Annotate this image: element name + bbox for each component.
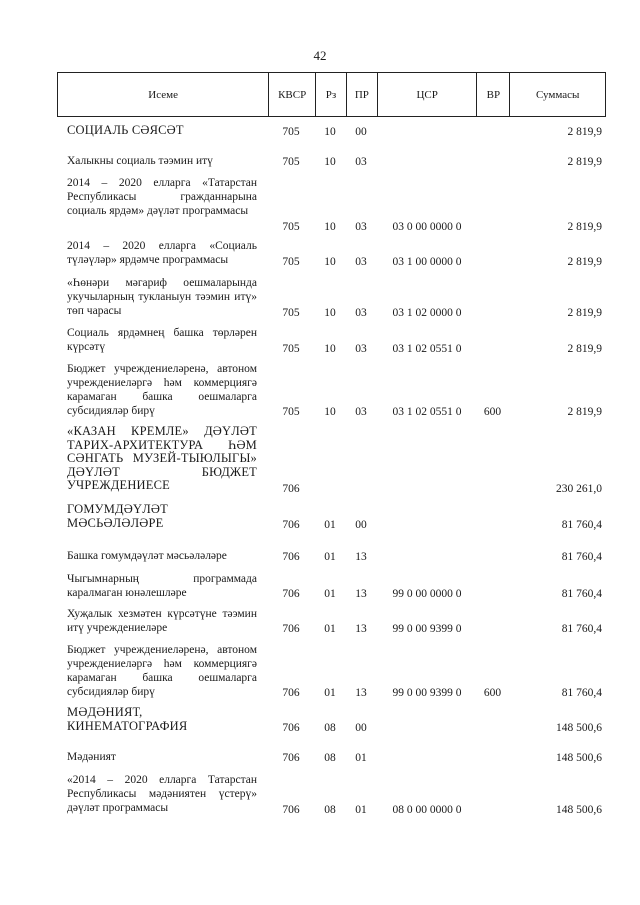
row-sum: 2 819,9 — [567, 343, 602, 355]
row-sum: 2 819,9 — [567, 406, 602, 418]
row-pr: 01 — [355, 804, 367, 816]
row-rz: 10 — [324, 126, 336, 138]
row-name: Чыгымнарның программада каралмаган юнәлешләре — [67, 573, 257, 599]
row-kvsr: 705 — [282, 343, 300, 355]
row-kvsr: 706 — [282, 588, 300, 600]
row-vr: 600 — [483, 687, 502, 699]
header-sum: Суммасы — [509, 73, 605, 116]
row-csr: 99 0 00 9399 0 — [392, 687, 462, 699]
row-pr: 00 — [355, 519, 367, 531]
row-rz: 01 — [324, 623, 336, 635]
row-rz: 10 — [324, 307, 336, 319]
row-kvsr: 705 — [282, 156, 300, 168]
row-name: МӘДӘНИЯТ, КИНЕМАТОГРАФИЯ — [67, 705, 188, 733]
row-csr: 03 0 00 0000 0 — [392, 221, 462, 233]
row-name: СОЦИАЛЬ СӘЯСӘТ — [67, 123, 184, 137]
row-name: Хуҗалык хезмәтен күрсәтүне тәэмин итү учреждениеләре — [67, 608, 257, 634]
row-pr: 03 — [355, 156, 367, 168]
row-pr: 13 — [355, 623, 367, 635]
table-row — [0, 773, 640, 817]
row-name: 2014 – 2020 елларга «Татарстан Республикасы гражданнарына социаль ярдәм» дәүләт программасы — [67, 177, 257, 217]
row-kvsr: 705 — [282, 221, 300, 233]
row-kvsr: 706 — [282, 623, 300, 635]
row-rz: 01 — [324, 551, 336, 563]
row-sum: 81 760,4 — [561, 551, 602, 563]
row-kvsr: 706 — [282, 752, 300, 764]
row-sum: 148 500,6 — [556, 804, 602, 816]
row-kvsr: 706 — [282, 519, 300, 531]
row-rz: 01 — [324, 519, 336, 531]
header-csr: ЦСР — [377, 73, 477, 116]
row-pr: 03 — [355, 307, 367, 319]
row-pr: 13 — [355, 551, 367, 563]
row-name: «2014 – 2020 елларга Татарстан Республикасы мәдәниятен үстерү» дәүләт программасы — [67, 774, 257, 814]
row-sum: 2 819,9 — [567, 307, 602, 319]
row-sum: 2 819,9 — [567, 126, 602, 138]
row-csr: 03 1 02 0000 0 — [392, 307, 462, 319]
row-sum: 81 760,4 — [561, 519, 602, 531]
row-kvsr: 706 — [282, 483, 300, 495]
row-kvsr: 706 — [282, 722, 300, 734]
row-pr: 00 — [355, 722, 367, 734]
row-kvsr: 706 — [282, 551, 300, 563]
row-pr: 03 — [355, 256, 367, 268]
row-name: 2014 – 2020 елларга «Социаль түләүләр» ярдәмче программасы — [67, 240, 257, 266]
row-rz: 10 — [324, 343, 336, 355]
header-pr: ПР — [346, 73, 377, 116]
table-row — [0, 643, 640, 700]
table-row — [0, 572, 640, 601]
row-name: ГОМУМДӘҮЛӘТ МӘСЬӘЛӘЛӘРЕ — [67, 502, 168, 530]
row-name: Башка гомумдәүләт мәсьәләләре — [67, 550, 227, 562]
row-pr: 13 — [355, 588, 367, 600]
table-row — [0, 425, 640, 496]
row-rz: 01 — [324, 687, 336, 699]
row-name: Бюджет учреждениеләренә, автоном учреждениеләргә һәм коммерциягә карамаган башка оешмаларга субсидияләр бирү — [67, 644, 257, 698]
row-csr: 99 0 00 9399 0 — [392, 623, 462, 635]
row-csr: 03 1 00 0000 0 — [392, 256, 462, 268]
table-row — [0, 124, 640, 139]
row-vr: 600 — [483, 406, 502, 418]
table-row — [0, 176, 640, 234]
row-sum: 81 760,4 — [561, 588, 602, 600]
row-sum: 2 819,9 — [567, 156, 602, 168]
table-row — [0, 607, 640, 636]
header-vr: ВР — [476, 73, 509, 116]
header-rz: Рз — [315, 73, 346, 116]
page-number: 42 — [313, 48, 327, 63]
row-kvsr: 706 — [282, 804, 300, 816]
row-pr: 03 — [355, 343, 367, 355]
row-sum: 148 500,6 — [556, 752, 602, 764]
row-rz: 08 — [324, 752, 336, 764]
row-name: Социаль ярдәмнең башка төрләрен күрсәтү — [67, 327, 257, 353]
header-name: Исеме — [148, 88, 178, 101]
row-kvsr: 706 — [282, 687, 300, 699]
row-rz: 08 — [324, 722, 336, 734]
row-sum: 2 819,9 — [567, 256, 602, 268]
row-csr: 03 1 02 0551 0 — [392, 343, 462, 355]
row-sum: 81 760,4 — [561, 623, 602, 635]
table-row — [0, 326, 640, 356]
row-csr: 08 0 00 0000 0 — [392, 804, 462, 816]
row-pr: 13 — [355, 687, 367, 699]
row-rz: 10 — [324, 221, 336, 233]
row-rz: 10 — [324, 156, 336, 168]
table-row — [0, 154, 640, 169]
row-name: Халыкны социаль тәэмин итү — [67, 155, 213, 167]
row-name: «Һөнәри мәгариф оешмаларында укучыларның тукланыун тәэмин итү» төп чарасы — [67, 277, 257, 317]
row-csr: 03 1 02 0551 0 — [392, 406, 462, 418]
row-kvsr: 705 — [282, 256, 300, 268]
row-csr: 99 0 00 0000 0 — [392, 588, 462, 600]
header-kvsr: КВСР — [268, 73, 315, 116]
table-row — [0, 239, 640, 269]
table-row — [0, 549, 640, 564]
row-sum: 2 819,9 — [567, 221, 602, 233]
table-row — [0, 362, 640, 419]
row-sum: 81 760,4 — [561, 687, 602, 699]
row-kvsr: 705 — [282, 126, 300, 138]
row-pr: 03 — [355, 221, 367, 233]
table-row — [0, 706, 640, 735]
table-row — [0, 750, 640, 765]
table-row — [0, 503, 640, 532]
row-sum: 230 261,0 — [556, 483, 602, 495]
row-pr: 01 — [355, 752, 367, 764]
row-rz: 01 — [324, 588, 336, 600]
row-name: Мәдәният — [67, 751, 116, 763]
row-sum: 148 500,6 — [556, 722, 602, 734]
row-kvsr: 705 — [282, 307, 300, 319]
row-rz: 10 — [324, 256, 336, 268]
row-pr: 00 — [355, 126, 367, 138]
table-row — [0, 276, 640, 320]
row-kvsr: 705 — [282, 406, 300, 418]
row-name: Бюджет учреждениеләренә, автоном учреждениеләргә һәм коммерциягә карамаган башка оешмаларга субсидияләр бирү — [67, 363, 257, 417]
row-name: «КАЗАН КРЕМЛЕ» ДӘҮЛӘТ ТАРИХ-АРХИТЕКТУРА ҺӘМ СӘНГАТЬ МУЗЕЙ-ТЫЮЛЫГЫ» ДӘҮЛӘТ БЮДЖЕТ УЧРЕЖДЕНИЕСЕ — [67, 424, 257, 492]
row-pr: 03 — [355, 406, 367, 418]
row-rz: 10 — [324, 406, 336, 418]
row-rz: 08 — [324, 804, 336, 816]
